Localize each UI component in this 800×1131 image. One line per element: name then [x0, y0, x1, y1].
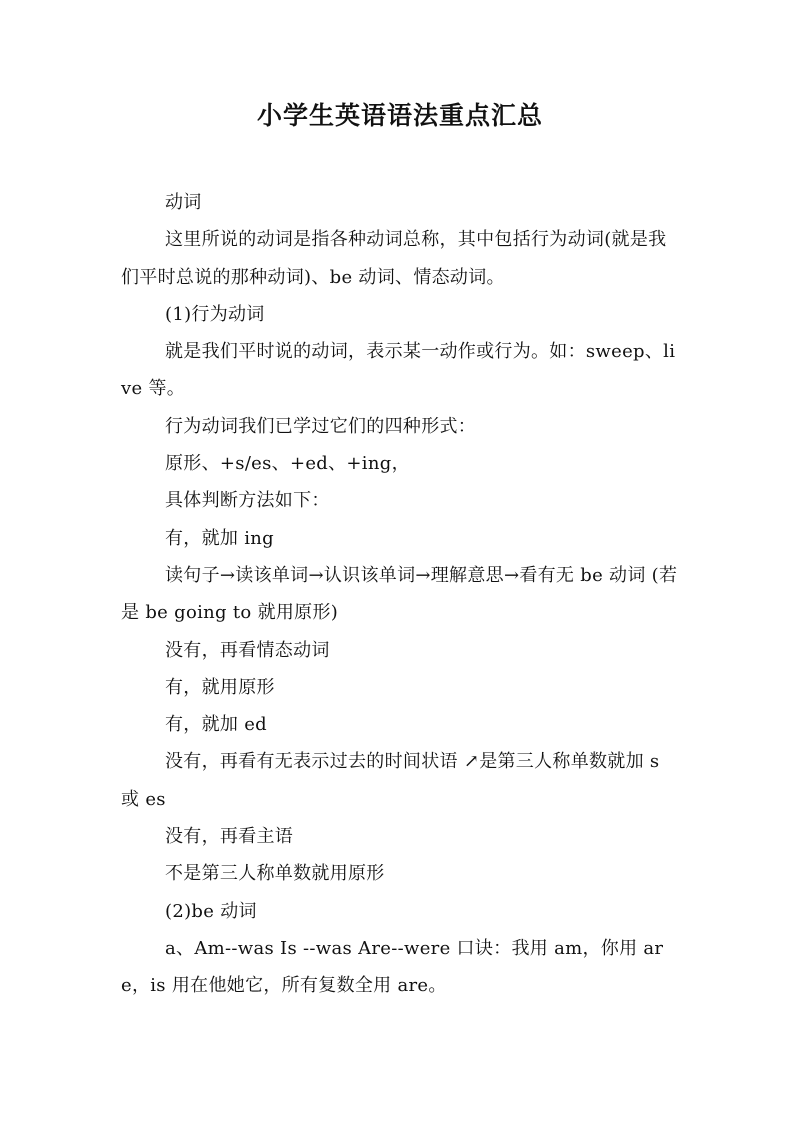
paragraph-check-subject: 没有，再看主语: [165, 826, 294, 848]
paragraph-add-ing: 有，就加 ing: [165, 527, 274, 549]
paragraph-four-forms: 原形、+s/es、+ed、+ing，: [165, 453, 410, 475]
paragraph-not-third-person: 不是第三人称单数就用原形: [165, 863, 385, 885]
paragraph-method-intro: 具体判断方法如下：: [165, 490, 330, 512]
paragraph-be-verb-rhyme: a、Am--was Is --was Are--were 口诀：我用 am，你用 are，is 用在他她它，所有复数全用 are。: [121, 937, 664, 997]
paragraph-check-modal: 没有，再看情态动词: [165, 639, 330, 661]
page-title: 小学生英语语法重点汇总: [256, 101, 543, 130]
paragraph-four-forms-intro: 行为动词我们已学过它们的四种形式：: [165, 415, 477, 437]
paragraph-use-base-form: 有，就用原形: [165, 676, 275, 698]
paragraph-time-adverbial: 没有，再看有无表示过去的时间状语 ↗是第三人称单数就加 s 或 es: [121, 751, 660, 810]
paragraph-verb-definition: 这里所说的动词是指各种动词总称，其中包括行为动词(就是我们平时总说的那种动词)、be 动词、情态动词。: [121, 229, 667, 288]
paragraph-be-verb-heading: (2)be 动词: [165, 900, 257, 922]
paragraph-action-verb-heading: (1)行为动词: [165, 303, 265, 325]
paragraph-add-ed: 有，就加 ed: [165, 714, 267, 736]
paragraph-reading-steps: 读句子→读该单词→认识该单词→理解意思→看有无 be 动词 (若是 be going to 就用原形): [121, 564, 678, 624]
document-body: [121, 184, 679, 1005]
paragraph-verb-heading: 动词: [165, 192, 202, 213]
paragraph-action-verb-definition: 就是我们平时说的动词，表示某一动作或行为。如：sweep、live 等。: [121, 341, 676, 400]
